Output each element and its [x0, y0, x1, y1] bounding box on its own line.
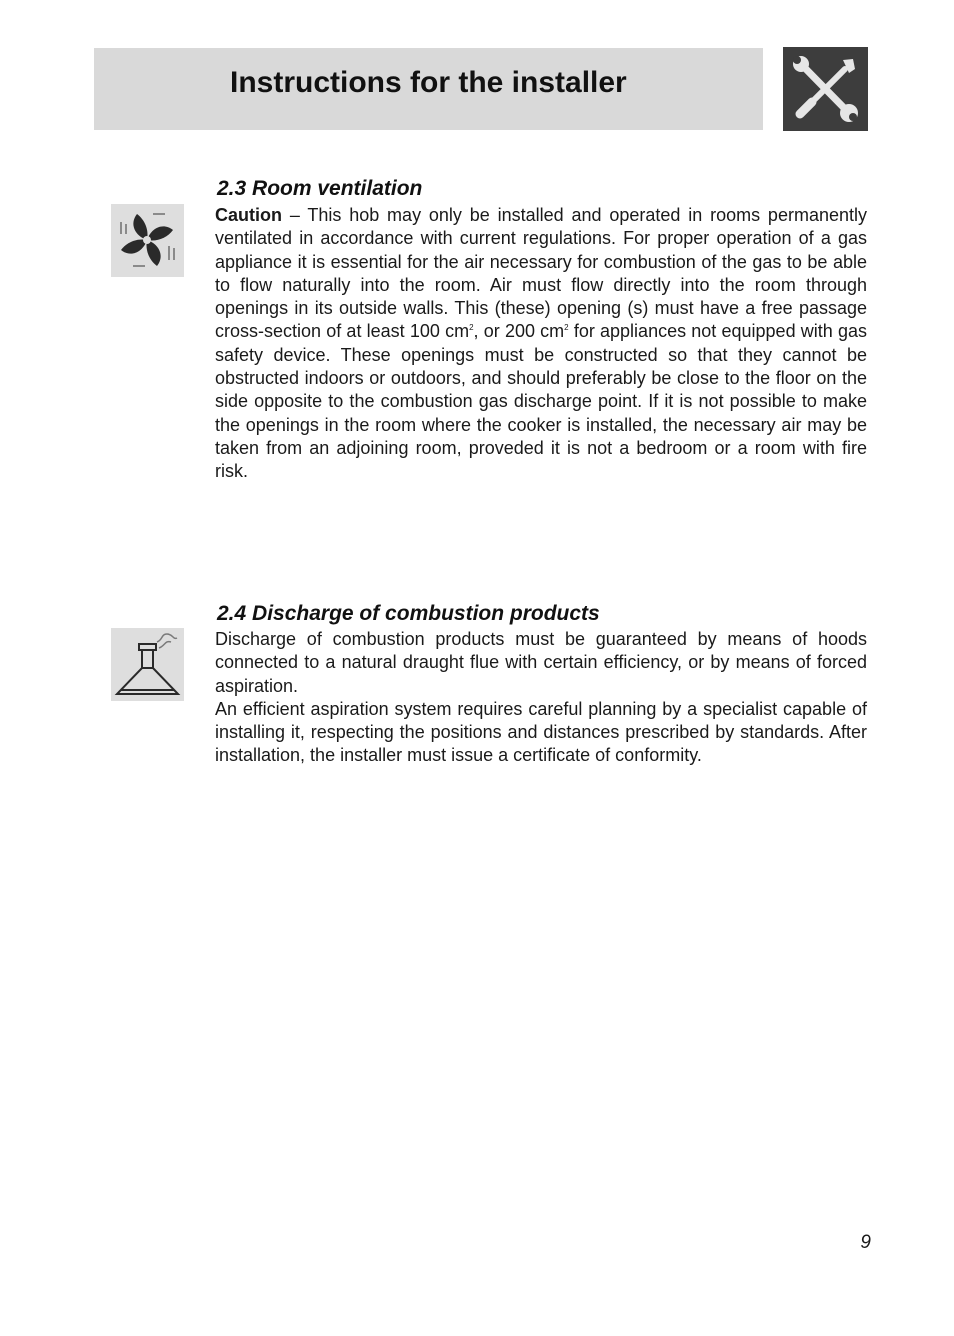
text-segment: , or 200 cm — [473, 321, 565, 342]
paragraph: An efficient aspiration system requires careful planning by a specialist capable of installing it, respecting the positions and distances prescribed by standards. After installation, the installer must issue a certificate of conformity. — [215, 698, 867, 766]
text-segment: – This hob may only be installed and operated in rooms permanently ventilated in accordance with current regulations. For proper operation of a gas appliance it is essential for the air necessary for combustion of the gas to be able to flow naturally into the room. Air must flow directly into the room through openings in its outside walls. This (these) opening (s) must have a free passage cross-section of at least 100 cm — [215, 205, 867, 342]
superscript: 2 — [564, 323, 569, 333]
section-body — [215, 628, 867, 768]
page-title: Instructions for the installer — [230, 66, 627, 99]
paragraph: Discharge of combustion products must be guaranteed by means of hoods connected to a natural draught flue with certain efficiency, or by means of forced aspiration. — [215, 629, 867, 696]
caution-label: Caution — [215, 205, 282, 225]
ventilation-fan-icon — [111, 204, 184, 277]
extractor-hood-icon — [111, 628, 184, 701]
superscript: 2 — [469, 323, 474, 333]
wrench-screwdriver-icon — [783, 47, 868, 131]
section-heading: 2.4 Discharge of combustion products — [217, 602, 600, 625]
section-body — [215, 204, 867, 484]
header-band — [94, 48, 763, 130]
paragraph — [215, 204, 867, 484]
text-segment: for appliances not equipped with gas safety device. These openings must be constructed so that they cannot be obstructed indoors or outdoors, and should preferably be close to the floor on the side opposite to the combustion gas discharge point. If it is not possible to make the openings in the room where the cooker is installed, the necessary air may be taken from an adjoining room, proveded it is not a bedroom or a room with fire risk. — [215, 321, 867, 482]
page-number: 9 — [860, 1232, 871, 1253]
section-heading: 2.3 Room ventilation — [217, 177, 423, 200]
